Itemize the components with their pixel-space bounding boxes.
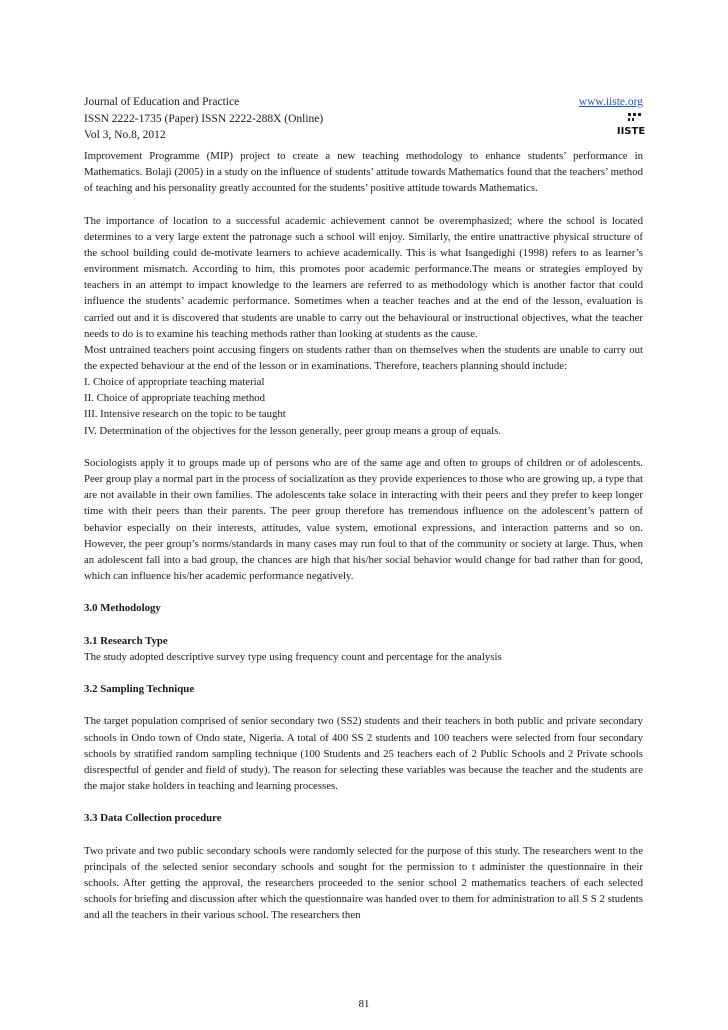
page-content: [84, 94, 646, 923]
journal-volume: Vol 3, No.8, 2012: [84, 129, 166, 141]
list-item: II. Choice of appropriate teaching method: [84, 392, 266, 405]
svg-text:IISTE: IISTE: [616, 126, 646, 137]
paragraph-research-type: The study adopted descriptive survey type using frequency count and percentage for the analysis: [84, 650, 502, 663]
article-body: [84, 148, 643, 923]
list-item: III. Intensive research on the topic to be taught: [84, 408, 286, 421]
paragraph-location: The importance of location to a successful academic achievement cannot be overemphasized; where the school is located determines to a very large extent the patronage such a school will enjoy. Similarly, the entire unattractive physical structure of the school building could de-motivate learners to achieve academically. This is what Isangedighi (1998) refers to as learner’s environment mismatch. According to him, this promotes poor academic performance.The means or strategies employed by teachers in an attempt to impact knowledge to the learners are referred to as methodology which is another factor that could influence the students’ academic performance. Sometimes when a teacher teaches and at the end of the lesson, evaluation is carried out and it is discovered that students are unable to carry out the behavioural or instructional objectives, what the teacher needs to do is to examine his teaching methods rather than looking at students as the cause.: [84, 214, 643, 340]
paragraph-sampling: The target population comprised of senior secondary two (SS2) students and their teachers in both public and private secondary schools in Ondo town of Ondo state, Nigeria. A total of 400 SS 2 students and 100 teachers were selected from four secondary schools by stratified random sampling technique (100 Students and 25 teachers each of 2 Public Schools and 2 Private schools disrespectful of gender and field of study). The reason for selecting these variables was because the teacher and the students are the major stake holders in teaching and learning processes.: [84, 715, 643, 792]
list-item: I. Choice of appropriate teaching material: [84, 376, 265, 389]
page-number: 81: [358, 998, 370, 1010]
paragraph-sociologists: Sociologists apply it to groups made up of persons who are of the same age and often to groups of children or of adolescents. Peer group play a normal part in the process of socialization as they provide experiences to those who are growing up, a type that are not available in their own families. The adolescents take solace in interacting with their peers and they prefer to keep longer time with their peers than their parents. The peer group therefore has tremendous influence on the adolescent’s pattern of behavior especially on their interests, attitudes, value system, emotional expressions, and interaction patterns and so on. However, the peer group’s norms/standards in many cases may run foul to that of the community or society at large. Thus, when an adolescent fall into a bad group, the chances are high that his/her social behavior would change for bad rather than for good, which can influence his/her academic performance negatively.: [84, 456, 643, 583]
section-heading-research-type: 3.1 Research Type: [84, 634, 168, 647]
journal-issn: ISSN 2222-1735 (Paper) ISSN 2222-288X (Online): [84, 112, 324, 125]
section-heading-sampling: 3.2 Sampling Technique: [84, 683, 195, 696]
planning-list: [84, 374, 643, 439]
journal-url-link[interactable]: www.iiste.org: [578, 96, 643, 108]
section-heading-data-collection: 3.3 Data Collection procedure: [84, 812, 222, 825]
journal-title: Journal of Education and Practice: [84, 96, 240, 108]
section-heading-methodology: 3.0 Methodology: [84, 602, 161, 615]
paragraph-untrained-teachers: Most untrained teachers point accusing fingers on students rather than on themselves when the students are unable to carry out the expected behaviour at the end of the lesson or in examinations. Therefore, teachers planning should include:: [84, 343, 643, 373]
iiste-logo-icon: [616, 112, 646, 137]
journal-header: [84, 94, 646, 144]
paragraph-mip: Improvement Programme (MIP) project to create a new teaching methodology to enhance students’ performance in Mathematics. Bolaji (2005) in a study on the influence of students’ attitude towards Mathematics found that the teachers’ method of teaching and his personality greatly accounted for the students’ positive attitude towards Mathematics.: [84, 150, 643, 195]
paragraph-data-collection: Two private and two public secondary schools were randomly selected for the purpose of this study. The researchers went to the principals of the selected senior secondary schools and sought for the permission to t administer the questionnaire in their schools. After getting the approval, the researchers proceeded to the senior school 2 mathematics teachers of each selected schools for briefing and discussion after which the questionnaire was handed over to them for administration to all S S 2 students and all the teachers in their various school. The researchers then: [84, 844, 643, 922]
list-item: IV. Determination of the objectives for the lesson generally, peer group means a group of equals.: [84, 424, 502, 437]
